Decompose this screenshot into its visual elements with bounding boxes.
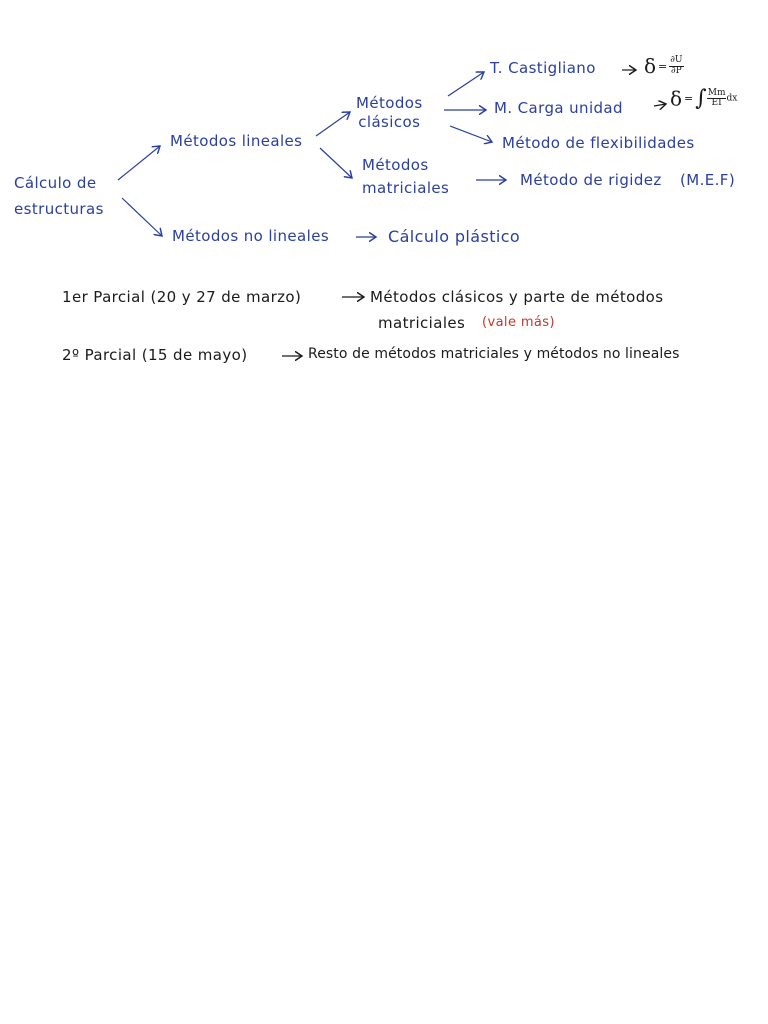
node-carga-unidad: M. Carga unidad bbox=[494, 99, 623, 117]
arrow-root-to-lineales bbox=[118, 146, 160, 180]
equals-sign: = bbox=[658, 59, 668, 73]
delta-symbol: δ bbox=[644, 54, 657, 78]
parcial1-text: Métodos clásicos y parte de métodos bbox=[370, 288, 664, 306]
node-root: Cálculo de estructuras bbox=[14, 174, 104, 219]
node-matriciales: Métodos matriciales bbox=[362, 156, 450, 197]
formula-carga-unidad bbox=[670, 86, 737, 111]
equals-sign: = bbox=[684, 92, 694, 105]
integral-symbol: ∫ bbox=[695, 86, 707, 111]
delta-symbol: δ bbox=[670, 86, 683, 111]
parcial1-note: (vale más) bbox=[482, 315, 555, 330]
parcial1-text-line2: matriciales bbox=[378, 314, 466, 332]
parcial2-label: 2º Parcial (15 de mayo) bbox=[62, 346, 248, 364]
fraction bbox=[669, 56, 683, 76]
node-clasicos: Métodos clásicos bbox=[356, 94, 423, 131]
parcial2-text: Resto de métodos matriciales y métodos no lineales bbox=[308, 346, 680, 362]
node-no-lineales: Métodos no lineales bbox=[172, 227, 330, 245]
node-flexibilidades: Método de flexibilidades bbox=[502, 134, 695, 152]
arrow-carga-unidad-to-formula bbox=[654, 104, 666, 106]
formula-castigliano bbox=[644, 54, 684, 78]
fraction bbox=[707, 89, 727, 109]
fraction-numerator: ∂U bbox=[670, 55, 683, 66]
differential: dx bbox=[726, 93, 738, 104]
fraction-denominator: ∂P bbox=[671, 65, 682, 76]
arrow-lineales-to-matriciales bbox=[320, 148, 352, 178]
node-rigidez: Método de rigidez bbox=[520, 171, 662, 189]
fraction-denominator: EI bbox=[711, 98, 722, 108]
arrow-clasicos-to-castigliano bbox=[448, 72, 484, 96]
node-lineales: Métodos lineales bbox=[170, 132, 303, 150]
fraction-numerator: Mm bbox=[707, 87, 726, 98]
parcial1-label: 1er Parcial (20 y 27 de marzo) bbox=[62, 288, 302, 306]
arrow-clasicos-to-flexibilidades bbox=[450, 126, 492, 142]
node-castigliano: T. Castigliano bbox=[490, 59, 596, 77]
node-mef: (M.E.F) bbox=[680, 171, 736, 189]
node-calculo-plastico: Cálculo plástico bbox=[388, 227, 521, 246]
arrow-lineales-to-clasicos bbox=[316, 112, 350, 136]
arrow-root-to-no-lineales bbox=[122, 198, 162, 236]
